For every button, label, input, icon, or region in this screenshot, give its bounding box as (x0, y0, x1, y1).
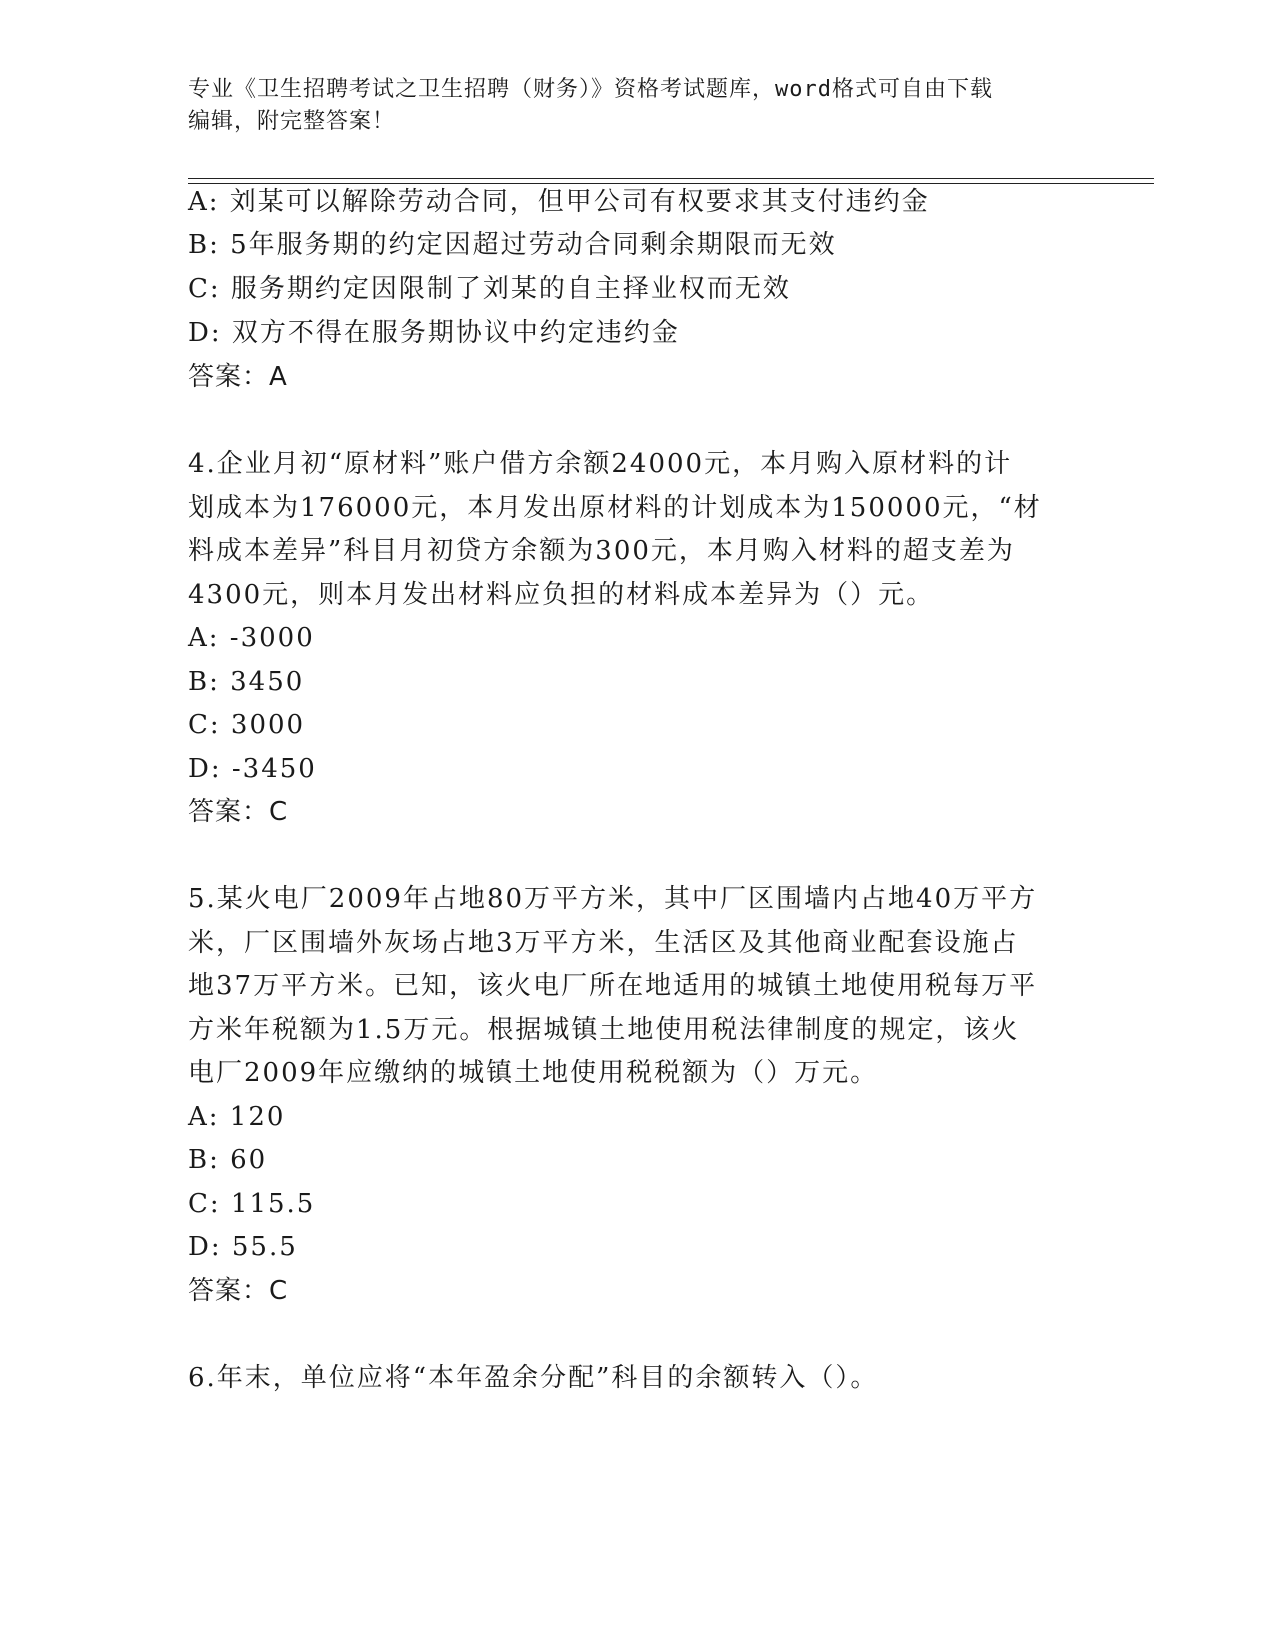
q5-text-line-3: 地37万平方米。已知，该火电厂所在地适用的城镇土地使用税每万平 (188, 971, 1038, 1001)
q4-option-c: C: 3000 (188, 710, 306, 740)
q4-option-b: B: 3450 (188, 667, 305, 697)
q6-text-line-1: 6.年末，单位应将“本年盈余分配”科目的余额转入（）。 (188, 1363, 879, 1393)
q5-answer: 答案：C (188, 1276, 289, 1306)
q4-text-line-4: 4300元，则本月发出材料应负担的材料成本差异为（）元。 (188, 580, 935, 610)
header-line-1: 专业《卫生招聘考试之卫生招聘（财务）》资格考试题库，word格式可自由下载 (188, 77, 993, 102)
q3-option-c: C: 服务期约定因限制了刘某的自主择业权而无效 (188, 274, 791, 304)
q3-answer: 答案：A (188, 362, 288, 392)
header-line-2: 编辑，附完整答案！ (188, 109, 396, 134)
header-divider-top (188, 178, 1154, 179)
q5-option-b: B: 60 (188, 1145, 268, 1175)
q5-text-line-1: 5.某火电厂2009年占地80万平方米，其中厂区围墙内占地40万平方 (188, 884, 1038, 914)
q4-option-d: D: -3450 (188, 754, 317, 784)
q4-text-line-1: 4.企业月初“原材料”账户借方余额24000元，本月购入原材料的计 (188, 449, 1013, 479)
q5-text-line-2: 米，厂区围墙外灰场占地3万平方米，生活区及其他商业配套设施占 (188, 928, 1019, 958)
q3-option-a: A: 刘某可以解除劳动合同，但甲公司有权要求其支付违约金 (188, 187, 930, 217)
q4-text-line-3: 料成本差异”科目月初贷方余额为300元，本月购入材料的超支差为 (188, 536, 1015, 566)
q5-option-c: C: 115.5 (188, 1189, 316, 1219)
q5-text-line-4: 方米年税额为1.5万元。根据城镇土地使用税法律制度的规定，该火 (188, 1015, 1020, 1045)
q5-text-line-5: 电厂2009年应缴纳的城镇土地使用税税额为（）万元。 (188, 1058, 879, 1088)
header-divider-bottom (188, 183, 1154, 184)
q5-option-a: A: 120 (188, 1102, 286, 1132)
q4-text-line-2: 划成本为176000元，本月发出原材料的计划成本为150000元，“材 (188, 493, 1042, 523)
q3-option-d: D: 双方不得在服务期协议中约定违约金 (188, 318, 680, 348)
document-header (188, 74, 1088, 138)
q4-answer: 答案：C (188, 797, 289, 827)
q5-option-d: D: 55.5 (188, 1232, 298, 1262)
q3-option-b: B: 5年服务期的约定因超过劳动合同剩余期限而无效 (188, 230, 837, 260)
q4-option-a: A: -3000 (188, 623, 315, 653)
